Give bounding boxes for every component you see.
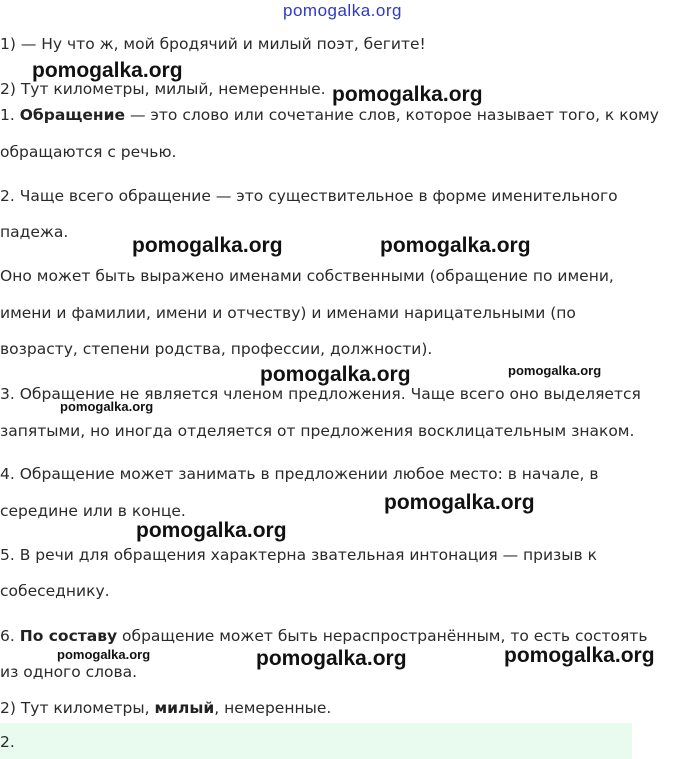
- rule-6-number: 6.: [0, 627, 20, 645]
- rule-4: 4. Обращение может занимать в предложении любое место: в начале, в: [0, 465, 599, 483]
- rule-4-cont: середине или в конце.: [0, 502, 186, 520]
- rule-2-detail-2: имени и фамилии, имени и отчеству) и именами нарицательными (по: [0, 304, 576, 322]
- rule-3-cont: запятыми, но иногда отделяется от предложения восклицательным знаком.: [0, 422, 635, 440]
- watermark: pomogalka.org: [136, 519, 287, 542]
- rule-2-cont: падежа.: [0, 223, 69, 241]
- watermark: pomogalka.org: [260, 363, 411, 386]
- rule-2: 2. Чаще всего обращение — это существительное в форме именительного: [0, 187, 618, 205]
- watermark-small: pomogalka.org: [508, 363, 602, 378]
- rule-1-term: Обращение: [19, 106, 126, 124]
- answer-sentence: [0, 698, 331, 718]
- example-sentence-1: 1) — Ну что ж, мой бродячий и милый поэт, бегите!: [0, 35, 426, 53]
- answer-2: 2.: [0, 733, 15, 751]
- example-sentence-2: 2) Тут километры, милый, немеренные.: [0, 80, 326, 98]
- watermark: pomogalka.org: [132, 234, 283, 257]
- watermark: pomogalka.org: [332, 83, 483, 106]
- highlighted-line: [0, 723, 632, 759]
- answer-part-2: , немеренные.: [214, 699, 332, 717]
- rule-6-term: По составу: [19, 627, 118, 645]
- rule-1-number: 1.: [0, 106, 20, 124]
- answer-address: милый: [154, 699, 215, 717]
- rule-5-cont: собеседнику.: [0, 582, 110, 600]
- rule-6-text: обращение может быть нераспространённым, то есть состоять: [117, 627, 648, 645]
- watermark-top: pomogalka.org: [283, 1, 402, 20]
- rule-1-cont: обращаются с речью.: [0, 143, 177, 161]
- watermark: pomogalka.org: [504, 644, 655, 667]
- watermark: pomogalka.org: [32, 59, 183, 82]
- rule-1-text: — это слово или сочетание слов, которое называет того, к кому: [125, 106, 659, 124]
- watermark-small: pomogalka.org: [57, 647, 151, 662]
- rule-2-detail-1: Оно может быть выражено именами собственными (обращение по имени,: [0, 267, 614, 285]
- watermark-small: pomogalka.org: [60, 399, 154, 414]
- watermark: pomogalka.org: [256, 647, 407, 670]
- rule-1: [0, 105, 659, 125]
- rule-6: [0, 626, 647, 646]
- answer-part-1: 2) Тут километры,: [0, 699, 155, 717]
- watermark: pomogalka.org: [384, 491, 535, 514]
- rule-5: 5. В речи для обращения характерна звательная интонация — призыв к: [0, 546, 597, 564]
- rule-2-detail-3: возрасту, степени родства, профессии, должности).: [0, 340, 433, 358]
- rule-6-cont: из одного слова.: [0, 663, 138, 681]
- rule-3: 3. Обращение не является членом предложения. Чаще всего оно выделяется: [0, 385, 641, 403]
- watermark: pomogalka.org: [380, 234, 531, 257]
